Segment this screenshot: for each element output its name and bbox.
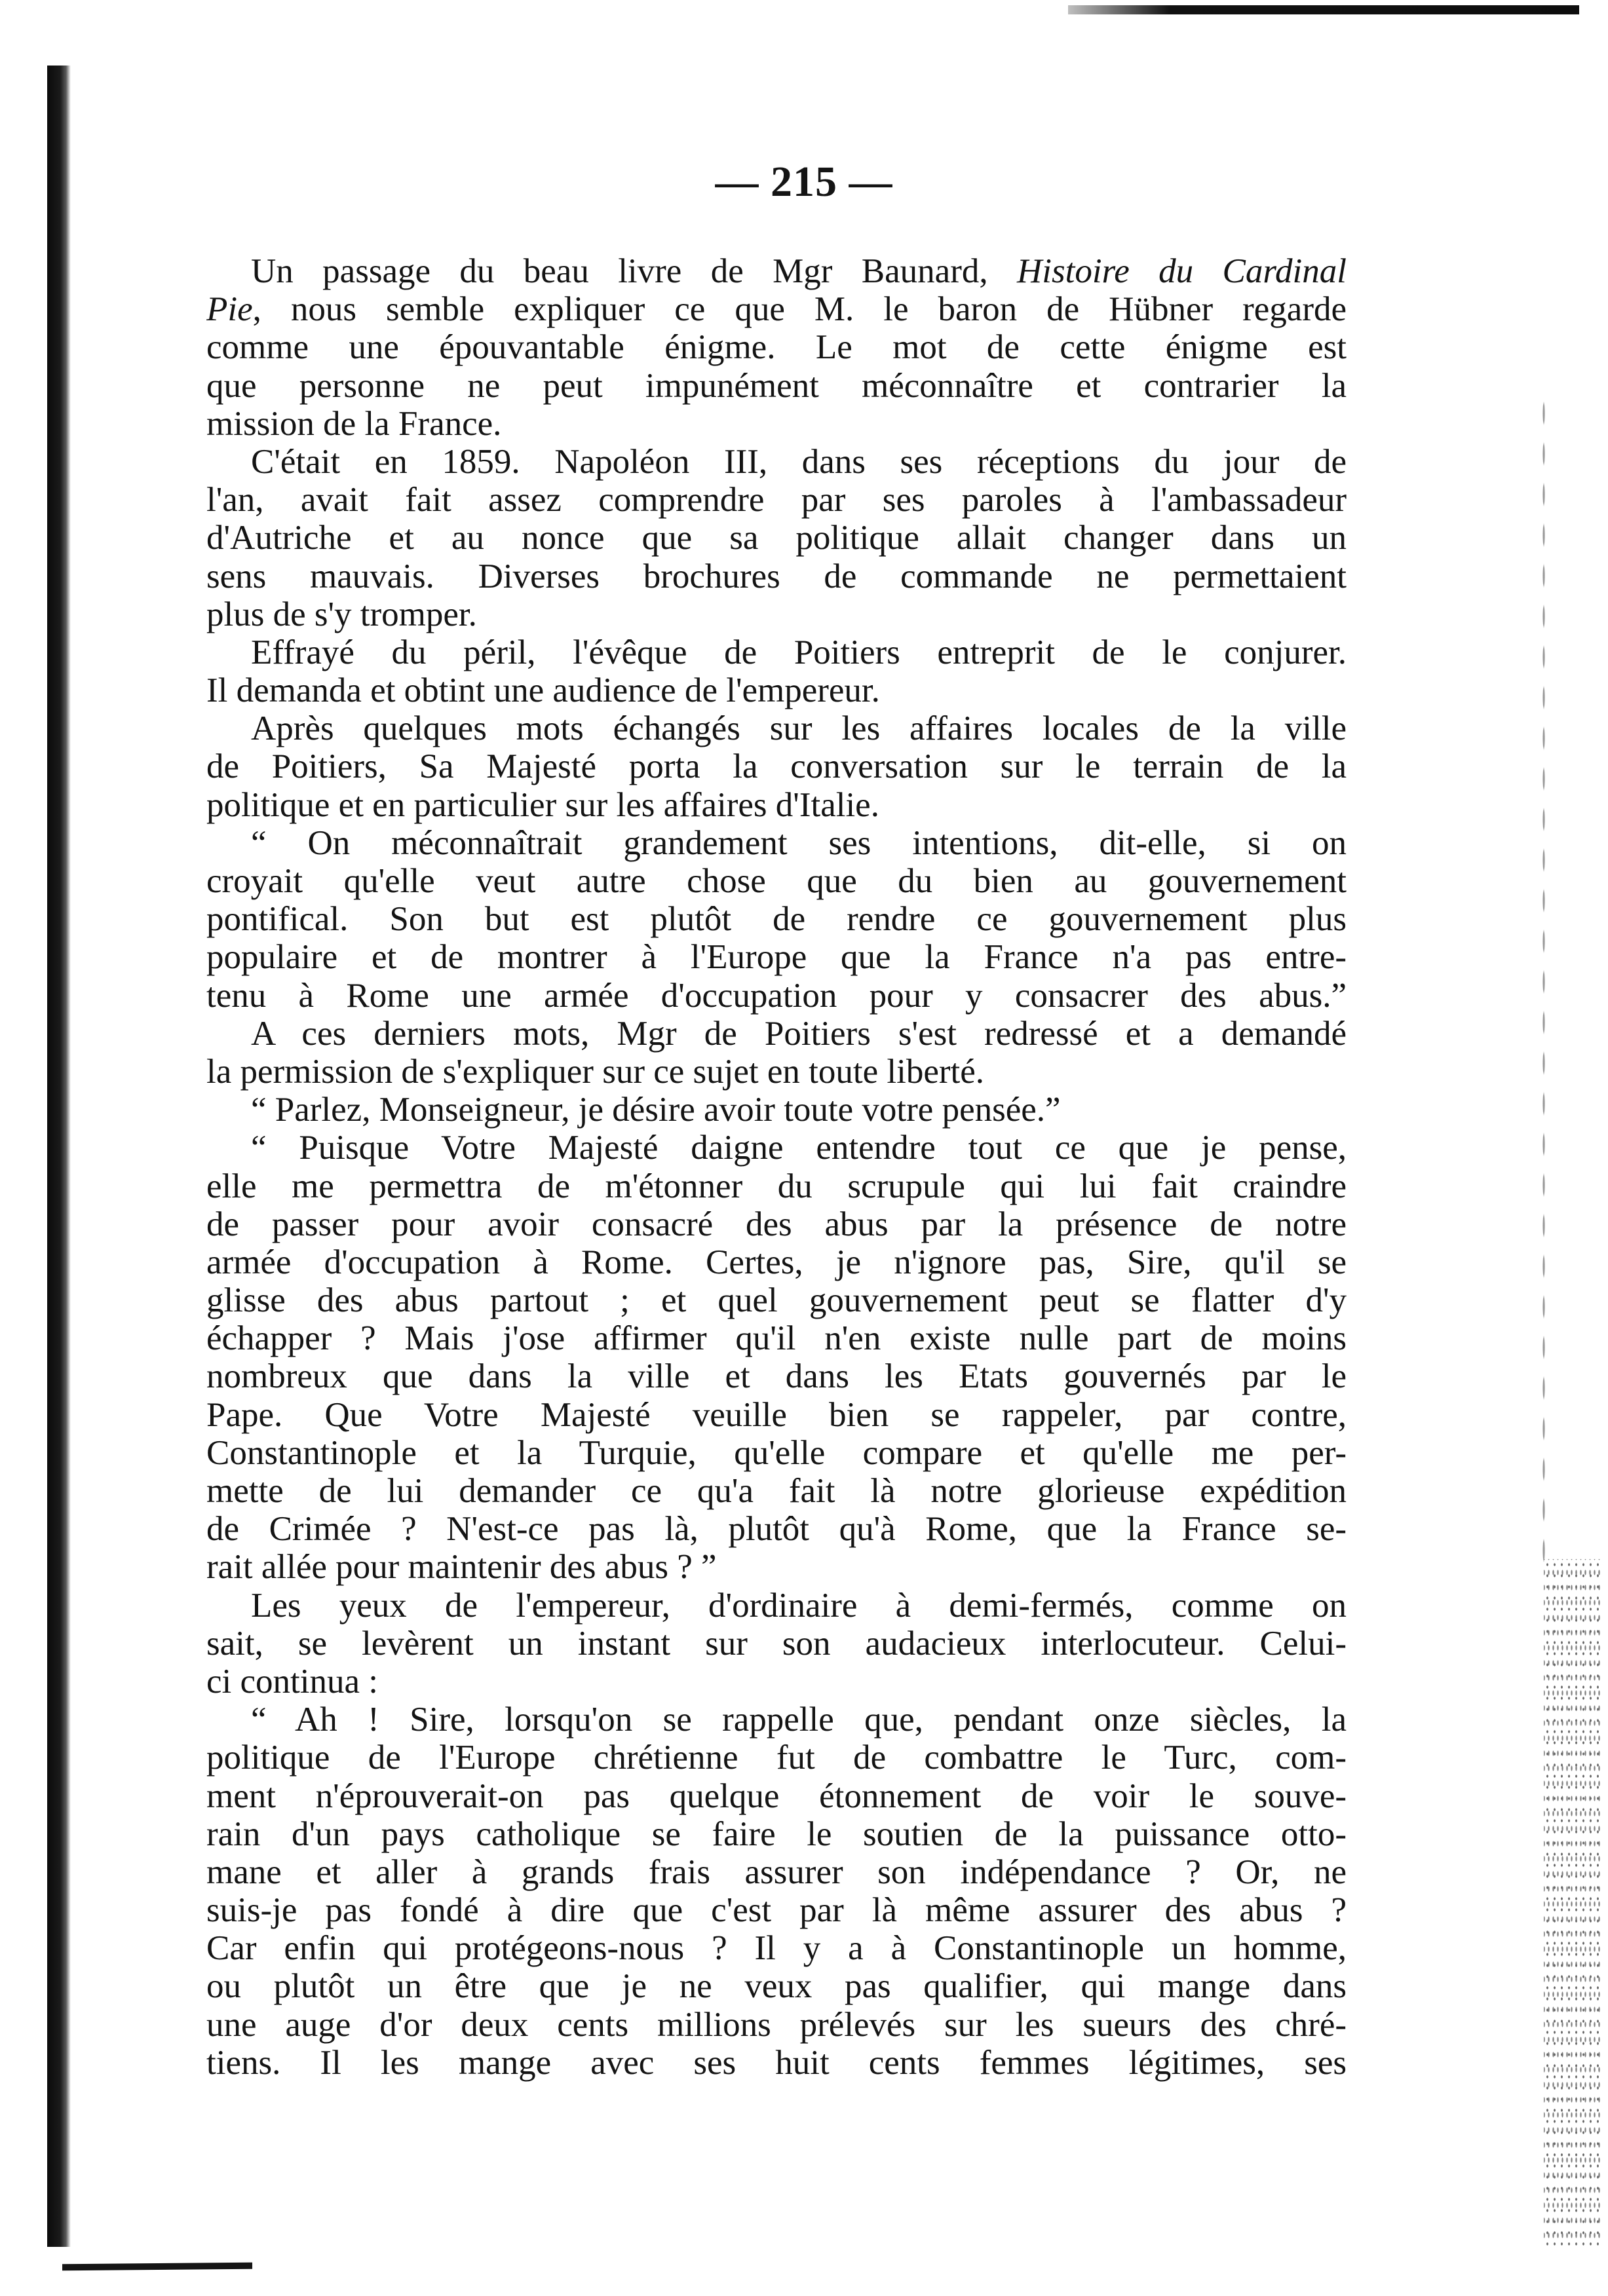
text-line (206, 1205, 1347, 1243)
text-line (206, 862, 1347, 900)
line-text: elle me permettra de m'étonner du scrupule qui lui fait craindre (206, 1167, 1347, 1205)
line-text: une auge d'or deux cents millions prélevés sur les sueurs des chré- (206, 2005, 1347, 2044)
line-text: A ces derniers mots, Mgr de Poitiers s'est redressé et a demandé (251, 1014, 1347, 1053)
line-text: Car enfin qui protégeons-nous ? Il y a à Constantinople un homme, (206, 1929, 1347, 1968)
line-text: l'an, avait fait assez comprendre par ses paroles à l'ambassadeur (206, 481, 1347, 519)
text-line (206, 1548, 1347, 1586)
line-text: populaire et de montrer à l'Europe que la France n'a pas entre- (206, 938, 1347, 977)
line-text: rait allée pour maintenir des abus ? ” (206, 1548, 717, 1587)
text-line (206, 1777, 1347, 1815)
line-text: glisse des abus partout ; et quel gouvernement peut se flatter d'y (206, 1281, 1347, 1320)
line-text: plus de s'y tromper. (206, 595, 477, 633)
text-line (206, 1167, 1347, 1205)
line-text: C'était en 1859. Napoléon III, dans ses réceptions du jour de (251, 442, 1347, 481)
page-binding-shadow (47, 66, 71, 2247)
text-line (206, 290, 1347, 328)
line-text: croyait qu'elle veut autre chose que du bien au gouvernement (206, 862, 1347, 900)
line-text: politique et en particulier sur les affaires d'Italie. (206, 785, 879, 824)
text-line (206, 481, 1347, 519)
line-text: rain d'un pays catholique se faire le soutien de la puissance otto- (206, 1815, 1347, 1853)
line-text: Après quelques mots échangés sur les affaires locales de la ville (251, 709, 1347, 748)
line-text: , nous semble expliquer ce que M. le baron de Hübner regarde (252, 290, 1347, 329)
body-text (206, 252, 1347, 2082)
text-line (206, 671, 1347, 709)
scan-speckle-corner (1544, 1559, 1603, 2247)
text-line (206, 1967, 1347, 2005)
text-line (206, 1129, 1347, 1167)
line-text: Il demanda et obtint une audience de l'empereur. (206, 671, 880, 710)
text-line (206, 900, 1347, 938)
line-text: Pape. Que Votre Majesté veuille bien se rappeler, par contre, (206, 1395, 1347, 1434)
text-line (206, 1091, 1347, 1129)
line-text: “ On méconnaîtrait grandement ses intentions, dit-elle, si on (251, 823, 1347, 862)
line-text: suis-je pas fondé à dire que c'est par là même assurer des abus ? (206, 1891, 1347, 1930)
text-line (206, 709, 1347, 747)
line-text: échapper ? Mais j'ose affirmer qu'il n'en existe nulle part de moins (206, 1319, 1347, 1358)
line-text: sens mauvais. Diverses brochures de commande ne permettaient (206, 557, 1347, 595)
scan-edge-bottom (62, 2263, 252, 2271)
line-text: la permission de s'expliquer sur ce sujet en toute liberté. (206, 1052, 984, 1091)
text-line (206, 633, 1347, 671)
text-line (206, 1739, 1347, 1777)
text-line (206, 328, 1347, 366)
line-text: ment n'éprouverait-on pas quelque étonnement de voir le souve- (206, 1777, 1347, 1815)
text-line (206, 252, 1347, 290)
text-line (206, 1815, 1347, 1853)
text-line (206, 1319, 1347, 1357)
text-line (206, 1929, 1347, 1967)
line-text: de Crimée ? N'est-ce pas là, plutôt qu'à Rome, que la France se- (206, 1510, 1347, 1549)
line-text: pontifical. Son but est plutôt de rendre ce gouvernement plus (206, 900, 1347, 939)
text-line (206, 824, 1347, 862)
line-text: Constantinople et la Turquie, qu'elle compare et qu'elle me per- (206, 1433, 1347, 1472)
text-line (206, 405, 1347, 443)
text-line (206, 786, 1347, 824)
text-line (206, 1243, 1347, 1281)
text-line (206, 1396, 1347, 1434)
text-line (206, 367, 1347, 405)
text-line (206, 1891, 1347, 1929)
scan-edge-top (1068, 5, 1579, 14)
line-text: “ Puisque Votre Majesté daigne entendre tout ce que je pense, (251, 1129, 1347, 1167)
text-line (206, 1472, 1347, 1510)
text-line (206, 2006, 1347, 2044)
line-text: tiens. Il les mange avec ses huit cents femmes légitimes, ses (206, 2043, 1347, 2082)
line-text: politique de l'Europe chrétienne fut de combattre le Turc, com- (206, 1739, 1347, 1777)
line-text: tenu à Rome une armée d'occupation pour y consacrer des abus.” (206, 976, 1347, 1015)
line-text: sait, se levèrent un instant sur son audacieux interlocuteur. Celui- (206, 1624, 1347, 1663)
text-line (206, 1281, 1347, 1319)
text-line (206, 1015, 1347, 1053)
text-line (206, 1663, 1347, 1701)
line-text: de Poitiers, Sa Majesté porta la conversation sur le terrain de la (206, 747, 1347, 786)
line-text: ci continua : (206, 1662, 378, 1701)
italic-title: Histoire du Cardinal (1017, 252, 1347, 290)
text-line (206, 595, 1347, 633)
text-line (206, 1357, 1347, 1395)
text-line (206, 938, 1347, 976)
text-line (206, 1853, 1347, 1891)
text-line (206, 1587, 1347, 1625)
text-line (206, 977, 1347, 1015)
scan-noise-right (1542, 393, 1546, 1572)
line-text: “ Ah ! Sire, lorsqu'on se rappelle que, pendant onze siècles, la (251, 1701, 1347, 1739)
line-text: Un passage du beau livre de Mgr Baunard, (251, 252, 1017, 290)
line-text: Les yeux de l'empereur, d'ordinaire à demi-fermés, comme on (251, 1586, 1347, 1625)
text-line (206, 1434, 1347, 1472)
page-number: — 215 — (715, 158, 893, 206)
text-line (206, 443, 1347, 481)
text-line (206, 1510, 1347, 1548)
text-line (206, 1625, 1347, 1663)
line-text: comme une épouvantable énigme. Le mot de cette énigme est (206, 328, 1347, 367)
text-line (206, 1053, 1347, 1091)
text-line (206, 557, 1347, 595)
line-text: nombreux que dans la ville et dans les Etats gouvernés par le (206, 1357, 1347, 1396)
line-text: armée d'occupation à Rome. Certes, je n'ignore pas, Sire, qu'il se (206, 1243, 1347, 1281)
text-line (206, 1701, 1347, 1739)
line-text: de passer pour avoir consacré des abus par la présence de notre (206, 1205, 1347, 1243)
line-text: mette de lui demander ce qu'a fait là notre glorieuse expédition (206, 1472, 1347, 1510)
line-text: Effrayé du péril, l'évêque de Poitiers entreprit de le conjurer. (251, 633, 1347, 671)
line-text: que personne ne peut impunément méconnaître et contrarier la (206, 366, 1347, 405)
text-line (206, 747, 1347, 785)
italic-title: Pie (206, 290, 253, 329)
line-text: “ Parlez, Monseigneur, je désire avoir toute votre pensée.” (251, 1091, 1061, 1129)
text-line (206, 519, 1347, 557)
line-text: d'Autriche et au nonce que sa politique allait changer dans un (206, 519, 1347, 557)
text-line (206, 2044, 1347, 2082)
line-text: ou plutôt un être que je ne veux pas qualifier, qui mange dans (206, 1967, 1347, 2006)
line-text: mission de la France. (206, 404, 502, 443)
line-text: mane et aller à grands frais assurer son indépendance ? Or, ne (206, 1853, 1347, 1891)
